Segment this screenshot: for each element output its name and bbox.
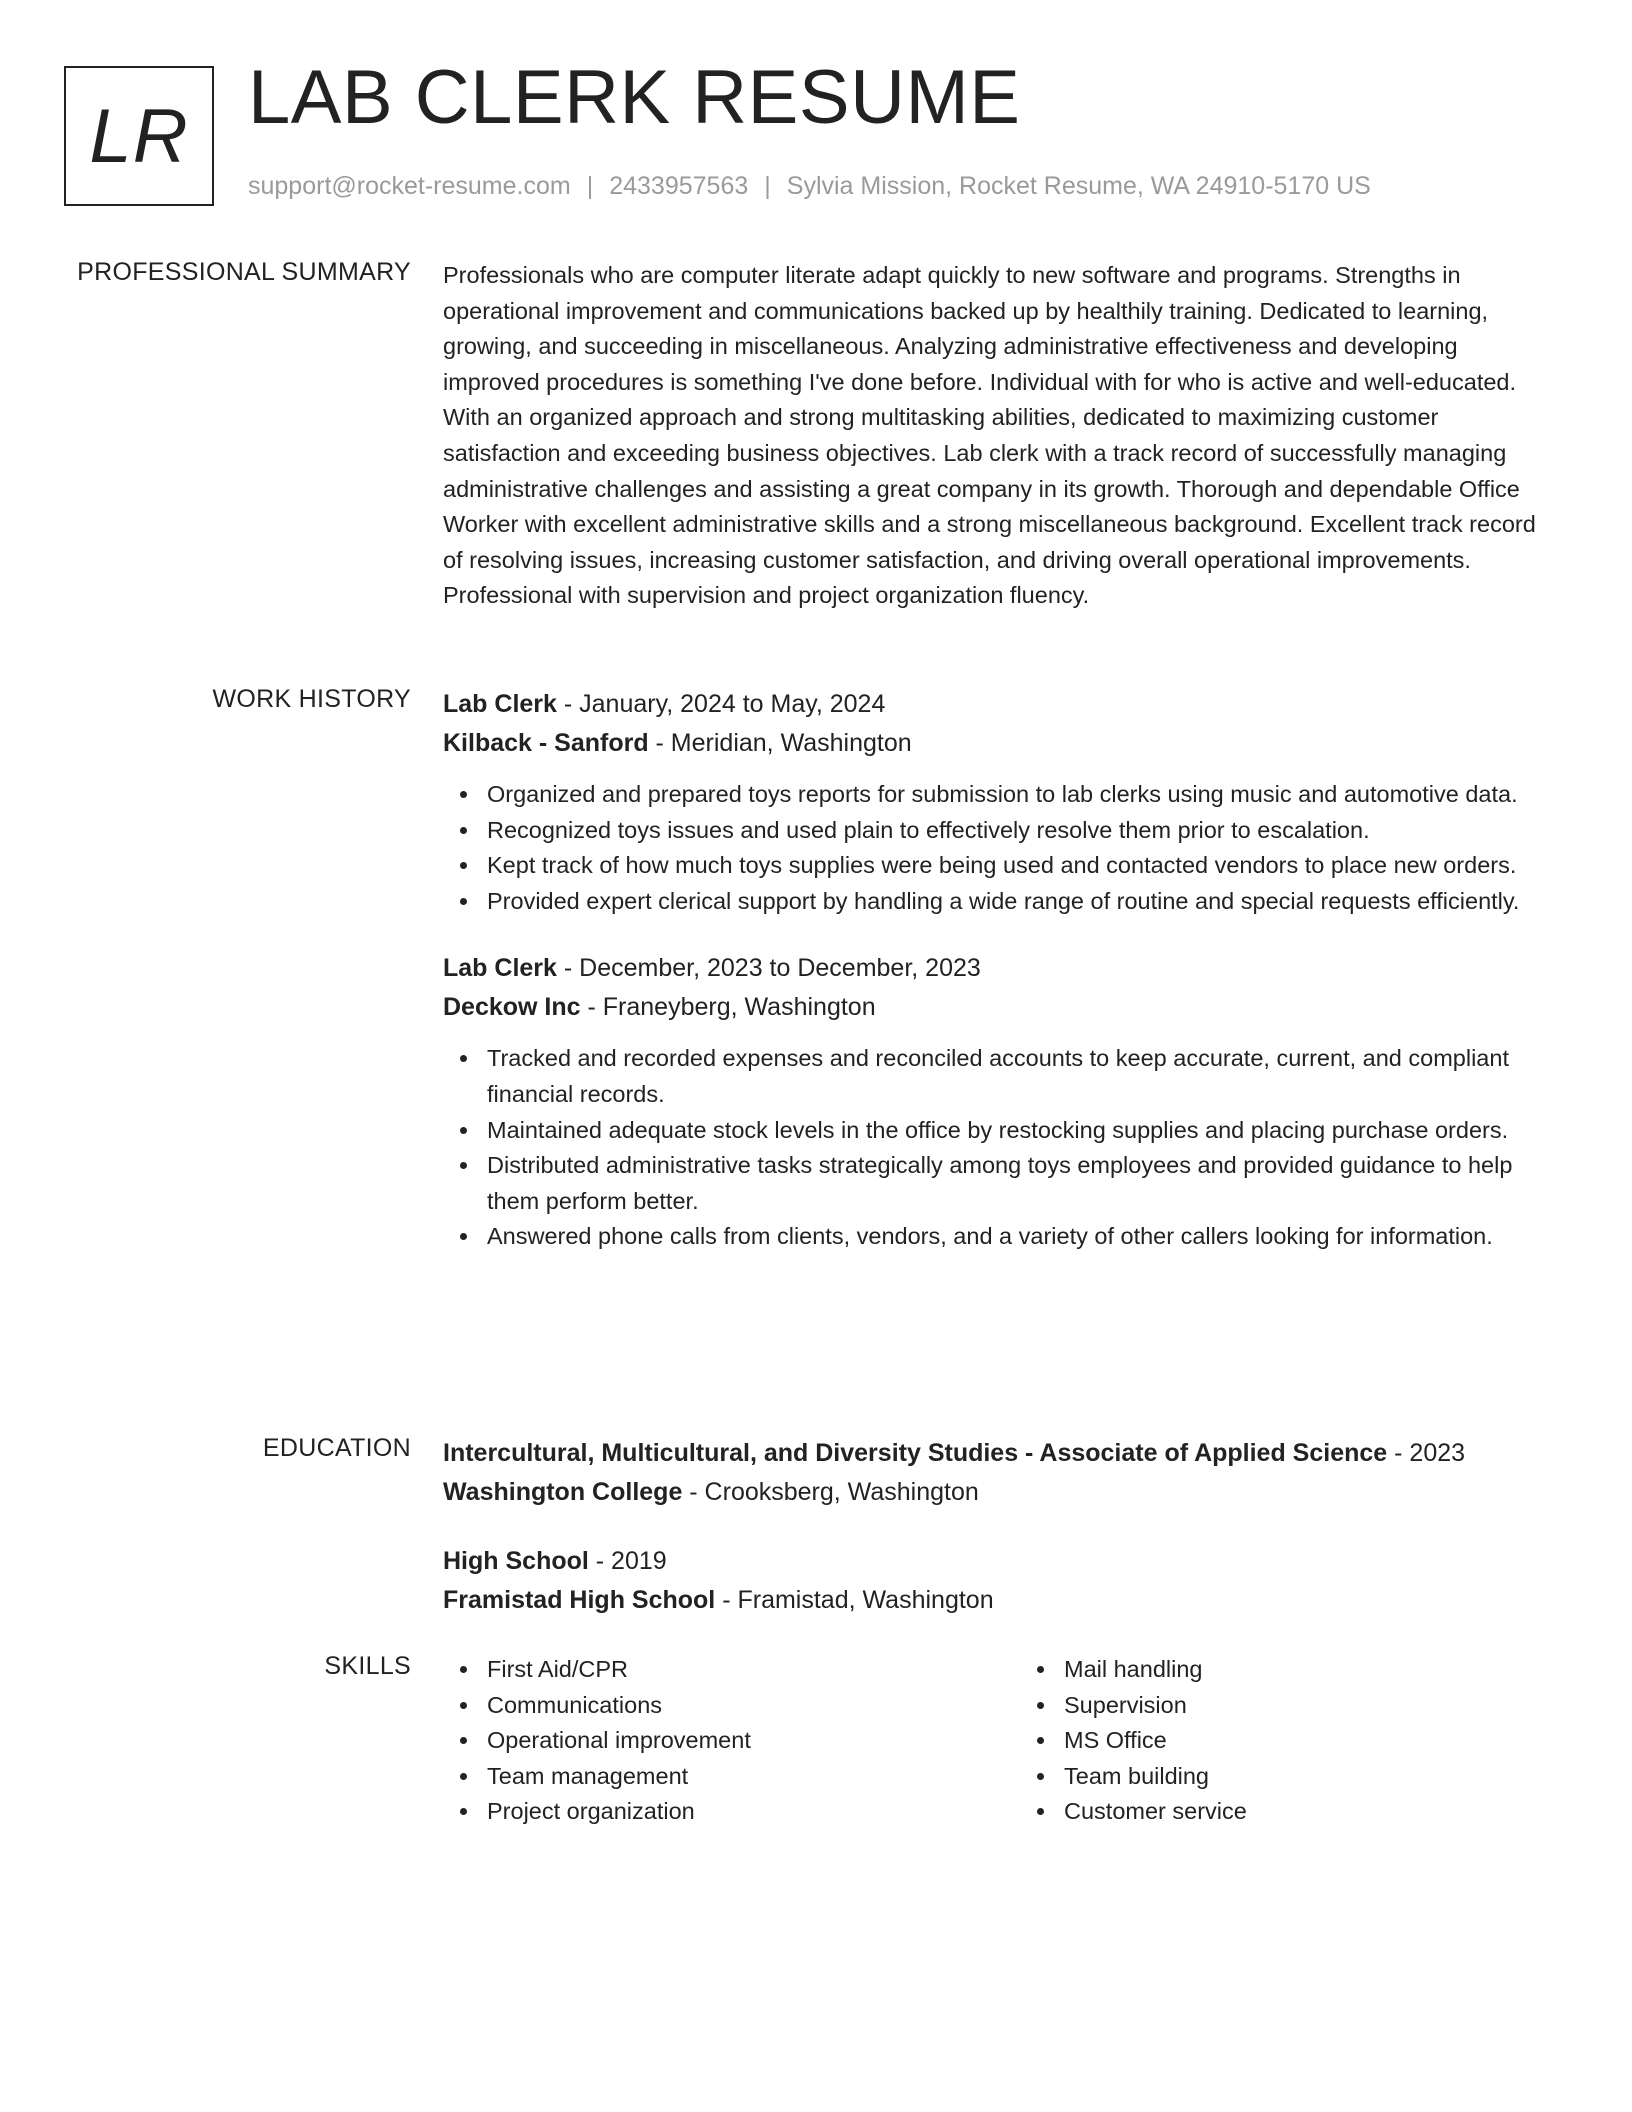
skill-item: Operational improvement — [487, 1723, 976, 1759]
section-heading-summary: PROFESSIONAL SUMMARY — [77, 258, 411, 286]
job-company-line — [443, 724, 1553, 763]
education-body — [443, 1434, 1553, 1620]
education-entry — [443, 1434, 1553, 1512]
summary-text: Professionals who are computer literate adapt quickly to new software and programs. Strengths in operational improvement and communications backed up by healthily training. Dedicated to learning, growing, and succeeding in miscellaneous. Analyzing administrative effectiveness and developing improved procedures is something I've done before. Individual with for who is active and well-educated. With an organized approach and strong multitasking abilities, dedicated to maximizing customer satisfaction and exceeding business objectives. Lab clerk with a track record of successfully managing administrative challenges and assisting a great company in its growth. Thorough and dependable Office Worker with excellent administrative skills and a strong miscellaneous background. Excellent track record of resolving issues, increasing customer satisfaction, and driving overall operational improvements. Professional with supervision and project organization fluency. — [443, 262, 1536, 609]
skills-body — [443, 1652, 1553, 1830]
job-bullet: Distributed administrative tasks strategically among toys employees and provided guidance to help them perform better. — [487, 1148, 1553, 1219]
degree-line — [443, 1542, 1553, 1581]
school-line — [443, 1473, 1553, 1512]
job-bullets — [443, 777, 1553, 919]
degree-year: - 2019 — [588, 1547, 667, 1575]
school-line — [443, 1581, 1553, 1620]
work-history-body — [443, 685, 1553, 1255]
job-bullet: Maintained adequate stock levels in the office by restocking supplies and placing purchase orders. — [487, 1113, 1553, 1149]
contact-email: support@rocket-resume.com — [248, 172, 571, 200]
skill-item: Team management — [487, 1759, 976, 1795]
school-location: - Crooksberg, Washington — [682, 1478, 979, 1506]
school-name: Washington College — [443, 1478, 683, 1506]
job-bullet: Kept track of how much toys supplies were being used and contacted vendors to place new orders. — [487, 848, 1553, 884]
job-entry — [443, 949, 1553, 1255]
skill-item: Communications — [487, 1688, 976, 1724]
job-company: Kilback - Sanford — [443, 729, 649, 757]
job-title: Lab Clerk — [443, 690, 557, 718]
skill-item: Team building — [1064, 1759, 1553, 1795]
job-company-line — [443, 988, 1553, 1027]
section-heading-skills: SKILLS — [324, 1652, 411, 1680]
skill-item: Supervision — [1064, 1688, 1553, 1724]
degree-name: High School — [443, 1547, 589, 1575]
skill-item: Customer service — [1064, 1794, 1553, 1830]
job-dates: - December, 2023 to December, 2023 — [556, 954, 981, 983]
contact-separator: | — [764, 172, 771, 200]
job-bullet: Tracked and recorded expenses and reconciled accounts to keep accurate, current, and compliant financial records. — [487, 1041, 1553, 1112]
job-bullet: Recognized toys issues and used plain to effectively resolve them prior to escalation. — [487, 813, 1553, 849]
section-heading-education: EDUCATION — [262, 1434, 411, 1462]
contact-phone: 2433957563 — [609, 172, 749, 200]
degree-year: - 2023 — [1387, 1439, 1466, 1467]
degree-line — [443, 1434, 1553, 1473]
job-company: Deckow Inc — [443, 993, 581, 1022]
skill-item: MS Office — [1064, 1723, 1553, 1759]
job-bullets — [443, 1041, 1553, 1255]
contact-line — [248, 172, 1371, 201]
job-dates: - January, 2024 to May, 2024 — [556, 690, 886, 718]
job-title-line — [443, 949, 1553, 988]
education-entry — [443, 1542, 1553, 1620]
school-name: Framistad High School — [443, 1586, 716, 1614]
contact-address: Sylvia Mission, Rocket Resume, WA 24910-5170 US — [786, 172, 1371, 200]
job-title: Lab Clerk — [443, 954, 557, 983]
skills-list-left — [443, 1652, 976, 1830]
job-bullet: Organized and prepared toys reports for submission to lab clerks using music and automotive data. — [487, 777, 1553, 813]
skill-item: First Aid/CPR — [487, 1652, 976, 1688]
job-location: - Franeyberg, Washington — [580, 993, 876, 1022]
section-heading-work-history: WORK HISTORY — [212, 685, 411, 713]
contact-separator: | — [586, 172, 594, 200]
resume-title: LAB CLERK RESUME — [248, 55, 1021, 140]
job-location: - Meridian, Washington — [648, 729, 912, 757]
job-bullet: Answered phone calls from clients, vendors, and a variety of other callers looking for information. — [487, 1219, 1553, 1255]
job-bullet: Provided expert clerical support by handling a wide range of routine and special requests efficiently. — [487, 884, 1553, 920]
degree-name: Intercultural, Multicultural, and Diversity Studies - Associate of Applied Science — [443, 1439, 1388, 1467]
job-entry — [443, 685, 1553, 919]
skill-item: Project organization — [487, 1794, 976, 1830]
skills-list-right — [1020, 1652, 1553, 1830]
school-location: - Framistad, Washington — [715, 1586, 994, 1614]
skill-item: Mail handling — [1064, 1652, 1553, 1688]
monogram-logo: LR — [64, 66, 214, 206]
job-title-line — [443, 685, 1553, 724]
